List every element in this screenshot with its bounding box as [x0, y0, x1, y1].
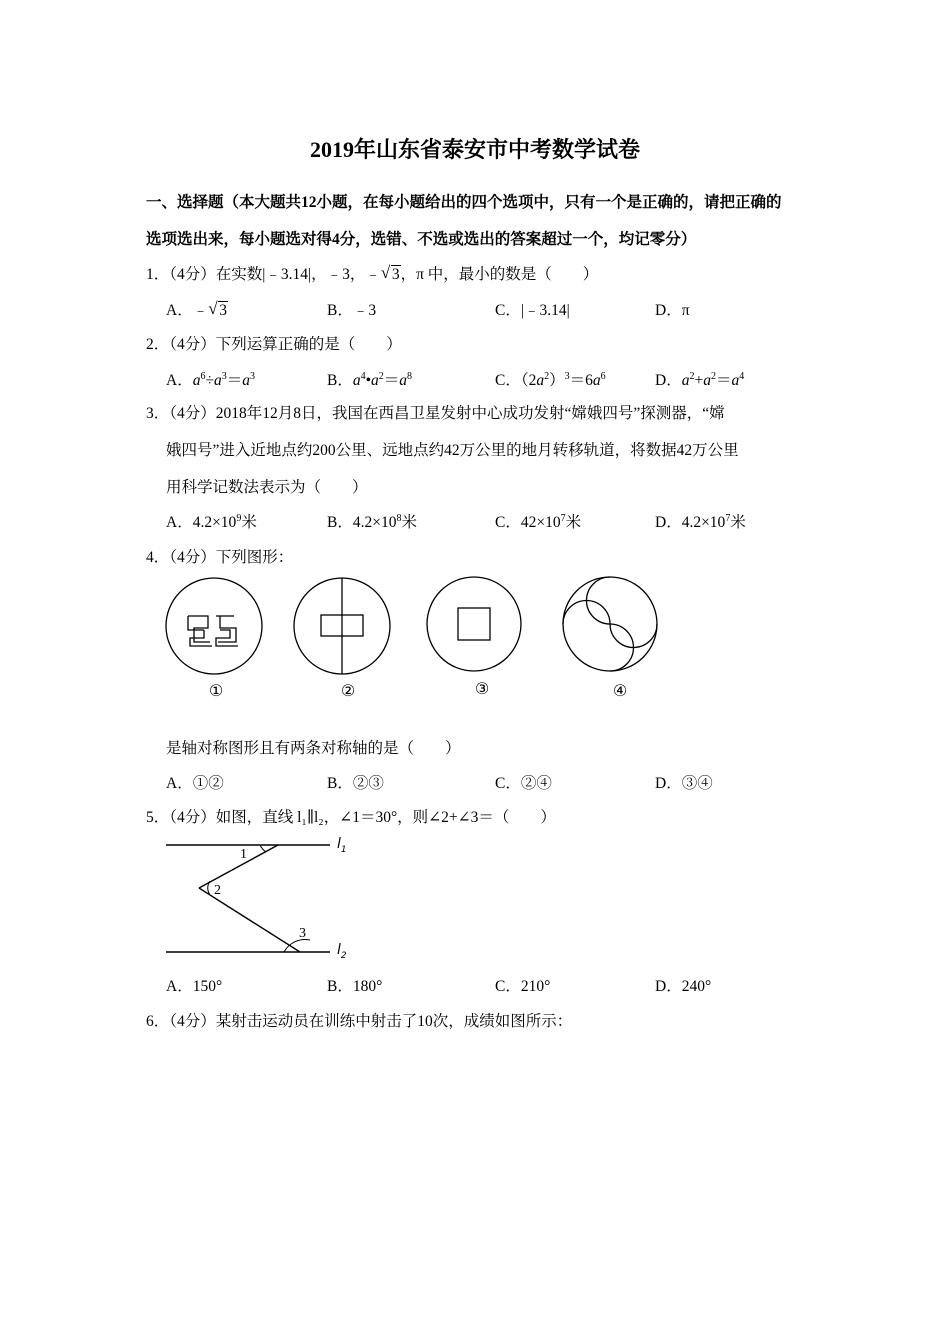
section-instructions-line2: 选项选出来，每小题选对得4分，选错、不选或选出的答案超过一个，均记零分）	[146, 231, 697, 248]
question-3-option-c[interactable]: C．$42\times 10^7$米	[495, 513, 582, 531]
line-l2-label: $l_2$	[337, 942, 347, 961]
question-3-option-a[interactable]: A．$4.2\times 10^9$米	[166, 513, 257, 531]
question-4-option-d[interactable]: D．③④	[655, 775, 713, 792]
figure-4-label: ④	[612, 681, 628, 700]
question-1-option-d[interactable]: D．π	[655, 302, 690, 319]
question-2-option-d[interactable]: D．$a^2+a^2=a^4$	[655, 371, 745, 389]
question-4-figures	[160, 572, 670, 712]
question-2-stem: 2．（4分）下列运算正确的是（ ）	[146, 336, 402, 353]
sqrt-symbol: √ 3	[380, 263, 400, 283]
question-5-option-c[interactable]: C．210°	[495, 978, 551, 995]
question-4-option-a[interactable]: A．①②	[166, 775, 224, 792]
question-5-option-d[interactable]: D．240°	[655, 978, 712, 995]
question-2-option-c[interactable]: C．$(2a^2)^3=6a^6$	[495, 371, 606, 389]
question-4-stem-2: 是轴对称图形且有两条对称轴的是（ ）	[166, 740, 461, 757]
question-3-stem-line3: 用科学记数法表示为（ ）	[166, 479, 368, 496]
question-3-option-b[interactable]: B．$4.2\times 10^8$米	[327, 513, 417, 531]
question-1-option-c[interactable]: C．|﹣3.14|	[495, 302, 570, 319]
figure-1	[166, 578, 262, 674]
section-instructions-line1: 一、选择题（本大题共12小题，在每小题给出的四个选项中，只有一个是正确的，请把正确的	[146, 194, 782, 211]
figure-3-label: ③	[474, 679, 490, 698]
figure-1-label: ①	[208, 681, 224, 700]
angle-3-label: 3	[299, 926, 306, 941]
sqrt-symbol: √ 3	[208, 299, 227, 319]
question-4-option-b[interactable]: B．②③	[327, 775, 384, 792]
question-3-stem-line1: 3．（4分）2018年12月8日，我国在西昌卫星发射中心成功发射“嫦娥四号”探测器，“嫦	[146, 405, 725, 422]
question-1-option-b[interactable]: B．﹣3	[327, 302, 377, 319]
question-4-option-c[interactable]: C．②④	[495, 775, 552, 792]
figure-2	[294, 578, 390, 674]
angle-1-label: 1	[240, 847, 247, 862]
figure-4	[563, 577, 657, 671]
question-2-option-a[interactable]: A．$a^6\div a^3=a^3$	[166, 371, 255, 389]
angle-2-label: 2	[214, 883, 221, 898]
question-3-option-d[interactable]: D．$4.2\times 10^7$米	[655, 513, 746, 531]
question-2-option-b[interactable]: B．$a^4•a^2=a^8$	[327, 371, 413, 389]
question-1-stem: 1．（4分）在实数|﹣3.14|，﹣3，﹣ √ 3，π 中，最小的数是（ ）	[146, 263, 599, 283]
question-5-stem: 5．（4分）如图，直线 l₁∥l₂，∠1＝30°，则∠2+∠3＝（ ）	[146, 809, 556, 826]
question-5-option-a[interactable]: A．150°	[166, 978, 223, 995]
question-5-figure	[160, 832, 360, 962]
question-4-stem: 4．（4分）下列图形：	[146, 549, 294, 566]
figure-3	[427, 577, 521, 671]
question-5-option-b[interactable]: B．180°	[327, 978, 383, 995]
page-title: 2019年山东省泰安市中考数学试卷	[309, 137, 640, 162]
question-3-stem-line2: 娥四号”进入近地点约200公里、远地点约42万公里的地月转移轨道，将数据42万公里	[166, 442, 739, 459]
line-l1-label: $l_1$	[337, 836, 347, 855]
question-6-stem: 6．（4分）某射击运动员在训练中射击了10次，成绩如图所示：	[146, 1013, 573, 1030]
figure-2-label: ②	[340, 681, 356, 700]
question-1-option-a[interactable]: A．﹣ √ 3	[166, 299, 227, 319]
